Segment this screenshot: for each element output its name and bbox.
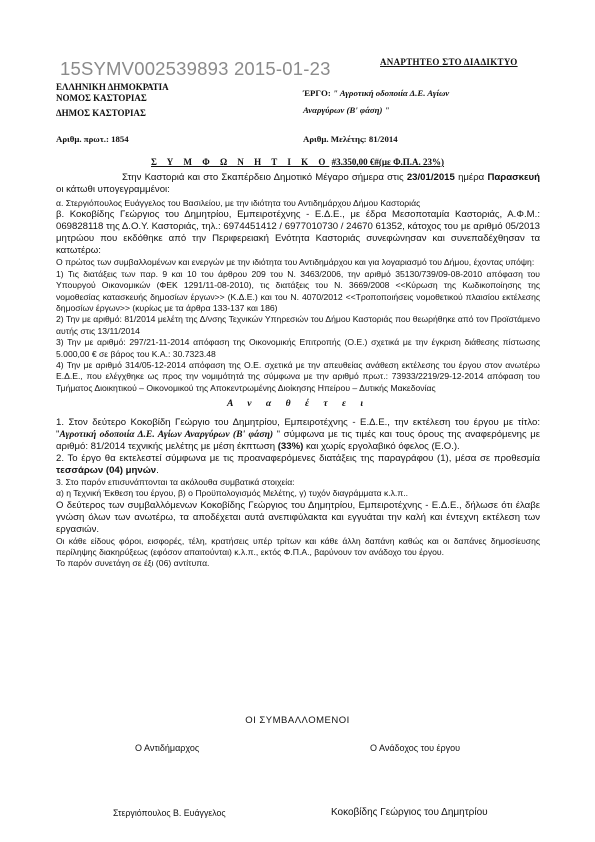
copies-statement: Το παρόν συνετάγη σε έξι (06) αντίτυπα. — [56, 558, 210, 569]
signature-name-right: Κοκοβίδης Γεώργιος του Δημητρίου — [331, 807, 488, 818]
consideration-item: 3) Την με αριθμό: 297/21-11-2014 απόφαση της Οικονομικής Επιτροπής (Ο.Ε.) σχετικά με την έγκριση διάθεσης πίστωσης 5.000,00 € σε βάρος του Κ.Α.: 30.7323.48 — [56, 337, 540, 359]
attachments-list: α) η Τεχνική Έκθεση του έργου, β) ο Προϋπολογισμός Μελέτης, γ) τυχόν διαγράμματα κ.λ.π.. — [56, 488, 409, 499]
issuer-line: ΕΛΛΗΝΙΚΗ ΔΗΜΟΚΡΑΤΙΑ — [56, 82, 169, 92]
consideration-item: 2) Την με αριθμό: 81/2014 μελέτη της Δ/νσης Τεχνικών Υπηρεσιών του Δήμου Καστοριάς που θεωρήθηκε από τον Προϊστάμενο αυτής στις 13/11/2014 — [56, 314, 540, 336]
issuer-line: ΔΗΜΟΣ ΚΑΣΤΟΡΙΑΣ — [56, 108, 146, 118]
party-a: α. Στεργιόπουλος Ευάγγελος του Βασιλείου, με την ιδιότητα του Αντιδημάρχου Δήμου Καστοριάς — [56, 198, 421, 208]
assign-paragraph-4: Ο δεύτερος των συμβαλλόμενων Κοκοβίδης Γεώργιος του Δημητρίου, Εμπειροτέχνης - Ε.Δ.Ε., δήλωσε ότι έλαβε γνώση όλων των ανωτέρω, τα αποδέχεται αυτά ανεπιφύλακτα και εγγυάται την καλή και έντεχνη εκτέλεση των εργασιών. — [56, 499, 540, 535]
signature-role-left: Ο Αντιδήμαρχος — [135, 743, 200, 753]
project-label: ΈΡΓΟ: — [303, 88, 331, 98]
project-title: " Αγροτική οδοποιία Δ.Ε. Αγίων — [332, 88, 450, 98]
assign-paragraph-2: 2. Το έργο θα εκτελεστεί σύμφωνα με τις προαναφερόμενες διατάξεις της παραγράφου (1), μέσα σε προθεσμία τεσσάρων (04) μηνών. — [56, 452, 540, 476]
assign-paragraph-5: Οι κάθε είδους φόροι, εισφορές, τέλη, κρατήσεις υπέρ τρίτων και κάθε άλλη δαπάνη καθώς και οι δαπάνες δημοσίευσης περίληψης διακηρύξεως (εφόσον απαιτούνται) κ.λ.π., εκτός Φ.Π.Α., βαρύνουν τον ανάδοχο του έργου. — [56, 535, 540, 557]
signature-name-left: Στεργιόπουλος Β. Ευάγγελος — [113, 808, 226, 818]
protocol-number: Αριθμ. πρωτ.: 1854 — [56, 134, 129, 144]
issuer-line: ΝΟΜΟΣ ΚΑΣΤΟΡΙΑΣ — [56, 93, 147, 103]
title-spaced: Σ Υ Μ Φ Ω Ν Η Τ Ι Κ Ο — [150, 157, 330, 167]
section-title: Α ν α θ έ τ ε ι — [227, 398, 369, 410]
signature-role-right: Ο Ανάδοχος του έργου — [370, 743, 461, 753]
document-title — [0, 157, 595, 167]
project-header — [303, 85, 553, 119]
issuer-header — [56, 82, 169, 119]
first-party-statement: Ο πρώτος των συμβαλλομένων και ενεργών με την ιδιότητα του Αντιδημάρχου και για λογαριασμό του Δήμου, έχοντας υπόψη: — [56, 257, 535, 268]
document-id-stamp: 15SYMV002539893 2015-01-23 — [60, 58, 331, 79]
party-b: β. Κοκοβίδης Γεώργιος του Δημητρίου, Εμπειροτέχνης - Ε.Δ.Ε., με έδρα Μεσοποταμία Καστοριάς, Α.Φ.Μ.: 069828118 της Δ.Ο.Υ. Καστοριάς, τηλ.: 6974451412 / 6977010730 / 24670 61352, κάτοχος του με αριθμό 05/2013 μητρώου που εκδόθηκε από την Περιφερειακή Ενότητα Καστοριάς συνεφώνησαν και συνεπαδέχθησαν τα κατωτέρω: — [56, 209, 540, 257]
title-amount: #3.350,00 €#(με Φ.Π.Α. 23%) — [331, 157, 445, 167]
assign-paragraph-3: 3. Στο παρόν επισυνάπτονται τα ακόλουθα συμβατικά στοιχεία: — [56, 476, 295, 487]
document-body — [56, 172, 540, 570]
consideration-item: 1) Τις διατάξεις των παρ. 9 και 10 του άρθρου 209 του Ν. 3463/2006, την αριθμό 35130/739/09-08-2010 απόφαση του Υπουργού Οικονομικών (ΦΕΚ 1291/11-08-2010), τις διατάξεις του Ν. 3669/2008 <<Κύρωση της Κωδικοποίησης της νομοθεσίας κατασκευής δημοσίων έργων>> (Κ.Δ.Ε.) και του Ν. 4070/2012 <<Τροποποιήσεις νομοθετικού πλαισίου εκτέλεσης δημοσίων έργων>> (κυρίως με τα άρθρα 133-137 και 186) — [56, 268, 540, 314]
project-title-cont: Αναργύρων (Β' φάση) " — [303, 105, 390, 115]
study-number: Αριθμ. Μελέτης: 81/2014 — [303, 134, 398, 144]
consideration-item: 4) Την με αριθμό 314/05-12-2014 απόφαση της Ο.Ε. σχετικά με την απευθείας ανάθεση εκτέλεσης του έργου στον ανωτέρω Ε.Δ.Ε., που ελέγχθηκε ως προς την νομιμότητά της σύμφωνα με την αριθμό πρωτ.: 73933/2219/29-12-2014 απόφαση του Τμήματος Διοικητικού – Οικονομικού της Αποκεντρωμένης Διοίκησης Ηπείρου – Δυτικής Μακεδονίας — [56, 360, 540, 393]
posting-label: ΑΝΑΡΤΗΤΕΟ ΣΤΟ ΔΙΑΔΙΚΤΥΟ — [380, 57, 518, 67]
intro-paragraph: Στην Καστοριά και στο Σκαπέρδειο Δημοτικό Μέγαρο σήμερα στις 23/01/2015 ημέρα Παρασκευή οι κάτωθι υπογεγραμμένοι: — [56, 172, 541, 195]
signatories-heading: ΟΙ ΣΥΜΒΑΛΛΟΜΕΝΟΙ — [245, 715, 350, 726]
assign-paragraph-1: 1. Στον δεύτερο Κοκοβίδη Γεώργιο του Δημητρίου, Εμπειροτέχνης - Ε.Δ.Ε., την εκτέλεση του έργου με τίτλο: "Αγροτική οδοποιία Δ.Ε. Αγίων Αναργύρων (Β' φάση) " σύμφωνα με τις τιμές και τους όρους της αναφερόμενης με αριθμό: 81/2014 τεχνικής μελέτης με μέση έκπτωση (33%) και χωρίς εργολαβικό όφελος (Ε.Ο.). — [56, 416, 540, 452]
